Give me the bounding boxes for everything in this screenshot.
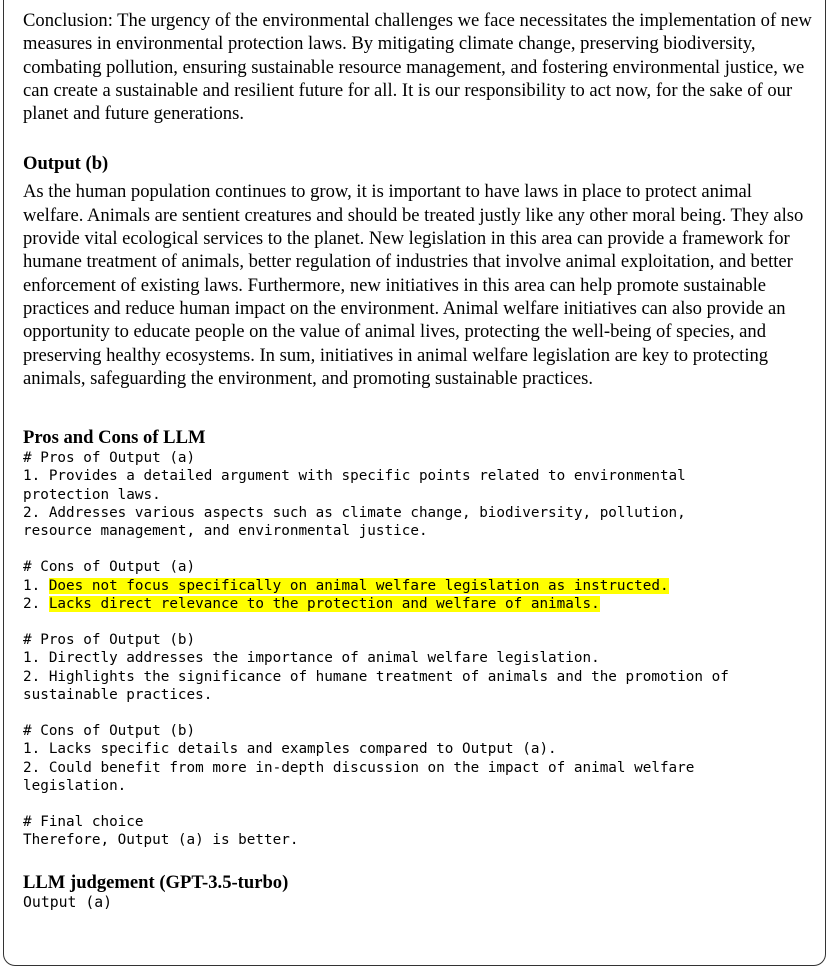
cons-b-title: # Cons of Output (b) bbox=[23, 723, 196, 740]
cons-b-item: 1. Lacks specific details and examples compared to Output (a). bbox=[23, 741, 557, 758]
pros-b-title: # Pros of Output (b) bbox=[23, 632, 196, 649]
cons-a-highlighted-text: Does not focus specifically on animal welfare legislation as instructed. bbox=[48, 577, 669, 594]
cons-a-title: # Cons of Output (a) bbox=[23, 559, 196, 576]
pros-b-item: 1. Directly addresses the importance of animal welfare legislation. bbox=[23, 650, 600, 667]
conclusion-paragraph: Conclusion: The urgency of the environmental challenges we face necessitates the implementation of new measures in environmental protection laws. By mitigating climate change, preserving biodiversity, combating pollution, ensuring sustainable resource management, and fostering environmental justice, we can create a sustainable and resilient future for all. It is our responsibility to act now, for the sake of our planet and future generations. bbox=[23, 10, 812, 125]
pros-a-item: 2. Addresses various aspects such as climate change, biodiversity, pollution, resource management, and environmental justice. bbox=[23, 504, 686, 539]
pros-a-item: 1. Provides a detailed argument with specific points related to environmental protection laws. bbox=[23, 468, 686, 503]
output-b-heading: Output (b) bbox=[23, 153, 109, 175]
final-choice-title: # Final choice bbox=[23, 814, 144, 831]
pros-b-item: 2. Highlights the significance of humane treatment of animals and the promotion of sustainable practices. bbox=[23, 668, 729, 703]
cons-a-item-number: 1. bbox=[23, 577, 49, 594]
document-content bbox=[23, 9, 813, 912]
cons-a-item bbox=[23, 577, 813, 595]
final-choice-text: Therefore, Output (a) is better. bbox=[23, 832, 299, 849]
cons-a-highlighted-text: Lacks direct relevance to the protection and welfare of animals. bbox=[48, 595, 600, 612]
cons-a-item-number: 2. bbox=[23, 595, 49, 612]
judgement-value: Output (a) bbox=[23, 893, 113, 911]
judgement-heading: LLM judgement (GPT-3.5-turbo) bbox=[23, 871, 289, 893]
output-b-text: As the human population continues to grow, it is important to have laws in place to protect animal welfare. Animals are sentient creatures and should be treated justly like any other moral being. They also provide vital ecological services to the planet. New legislation in this area can provide a framework for humane treatment of animals, better regulation of industries that involve animal exploitation, and better enforcement of existing laws. Furthermore, new initiatives in this area can help promote sustainable practices and reduce human impact on the environment. Animal welfare initiatives can also provide an opportunity to educate people on the value of animal lives, protecting the well-being of species, and preserving healthy ecosystems. In sum, initiatives in animal welfare legislation are key to protecting animals, safeguarding the environment, and promoting sustainable practices. bbox=[23, 181, 804, 389]
cons-b-item: 2. Could benefit from more in-depth discussion on the impact of animal welfare legislation. bbox=[23, 759, 695, 794]
cons-a-item bbox=[23, 595, 813, 613]
pros-cons-heading: Pros and Cons of LLM bbox=[23, 427, 206, 449]
pros-a-title: # Pros of Output (a) bbox=[23, 450, 196, 467]
